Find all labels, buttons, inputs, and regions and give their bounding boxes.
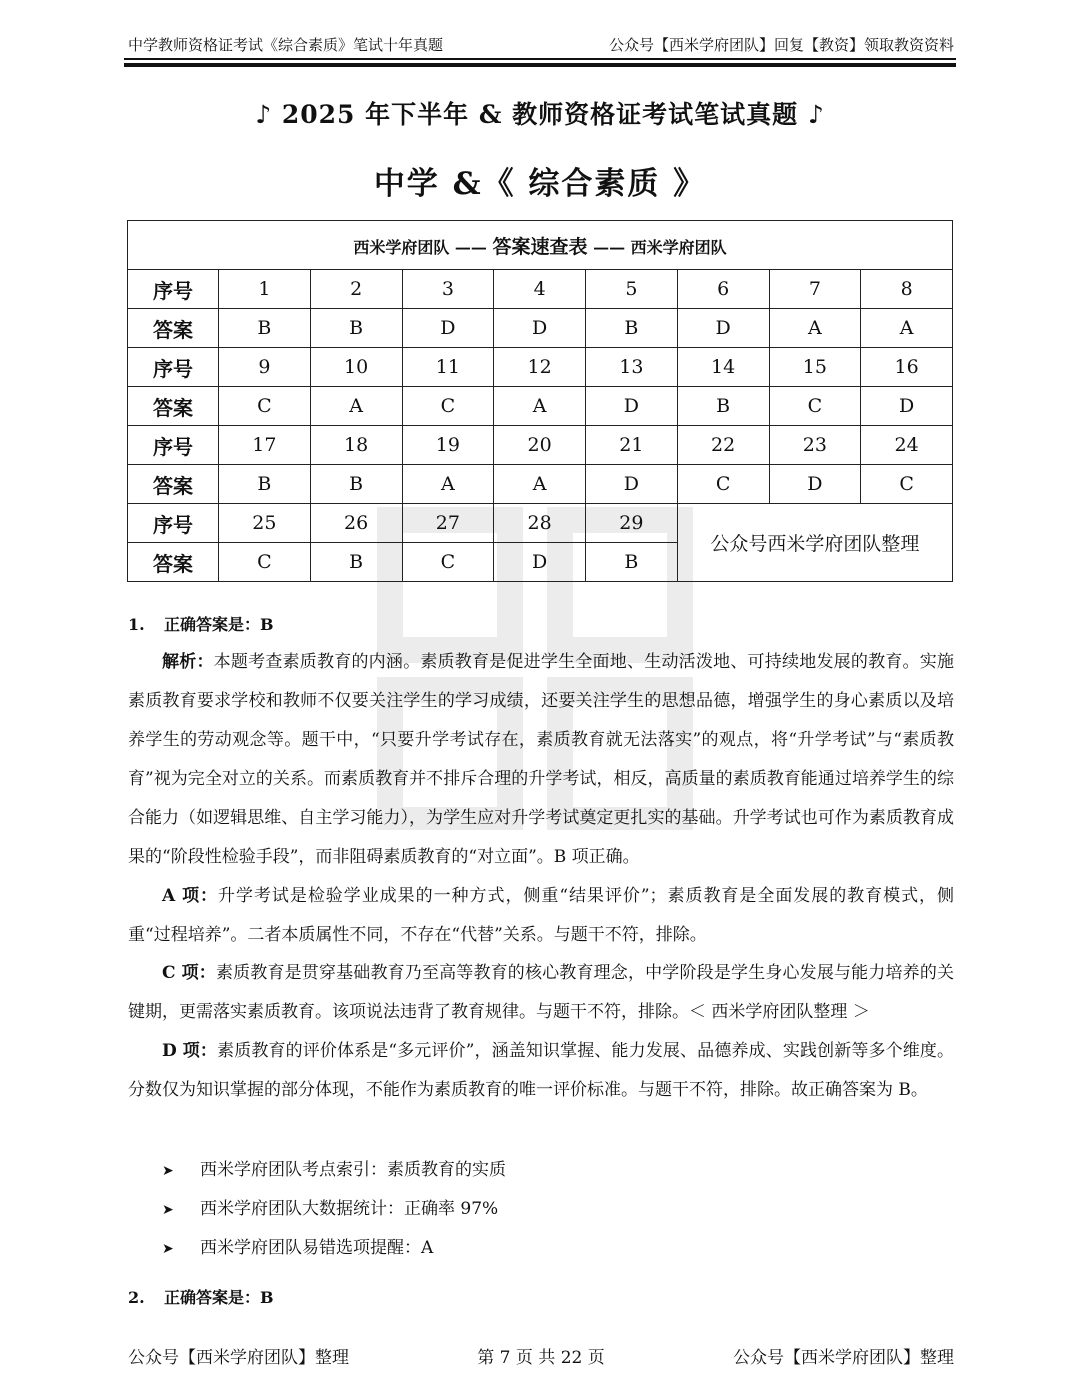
footer-right: 公众号【西米学府团队】整理 [733,1348,954,1368]
question-answer: 正确答案是：B [164,1288,274,1307]
header-left: 中学教师资格证考试《综合素质》笔试十年真题 [128,36,444,54]
cell: 6 [677,270,769,309]
cell: 15 [769,348,861,387]
table-row-answers [128,309,953,348]
caption-left: 西米学府团队 —— [353,237,487,257]
cell: 20 [494,426,586,465]
cell: A [769,309,861,348]
bullet-item [162,1155,506,1180]
cell: C [677,465,769,504]
row-label: 序号 [128,348,219,387]
question-number: 2. [128,1288,145,1307]
answer-table [127,220,953,582]
cell: 10 [310,348,402,387]
caption-right: —— 西米学府团队 [593,237,727,257]
cell: B [586,543,678,582]
option-d-label: D 项： [162,1041,218,1061]
option-d-text: 素质教育的评价体系是“多元评价”，涵盖知识掌握、能力发展、品德养成、实践创新等多个维度。分数仅为知识掌握的部分体现，不能作为素质教育的唯一评价标准。与题干不符，排除。故正确答案为 B。 [128,1041,954,1100]
cell: D [586,465,678,504]
row-label: 序号 [128,426,219,465]
table-row-numbers [128,504,953,543]
cell: D [586,387,678,426]
arrow-icon: ➤ [162,1202,174,1218]
cell: 23 [769,426,861,465]
cell: 21 [586,426,678,465]
cell: 26 [310,504,402,543]
cell: D [494,543,586,582]
footer-left: 公众号【西米学府团队】整理 [128,1348,349,1368]
header-right: 公众号【西米学府团队】回复【教资】领取教资资料 [608,36,954,54]
question-number: 1. [128,615,145,634]
arrow-icon: ➤ [162,1163,174,1179]
cell: 4 [494,270,586,309]
cell: A [494,465,586,504]
option-a-label: A 项： [162,886,219,906]
row-label: 序号 [128,270,219,309]
page-header [128,34,954,56]
cell: 7 [769,270,861,309]
row-label: 答案 [128,543,219,582]
row-label: 序号 [128,504,219,543]
bullet-item [162,1233,433,1258]
cell: B [677,387,769,426]
arrow-icon: ➤ [162,1241,174,1257]
cell: D [769,465,861,504]
row-label: 答案 [128,309,219,348]
header-rule-thin [124,58,956,60]
table-row-answers [128,387,953,426]
question-1-heading [128,612,274,635]
cell: A [861,309,953,348]
exam-title: ♪ 2025 年下半年 & 教师资格证考试笔试真题 ♪ [255,100,825,129]
cell: 19 [402,426,494,465]
option-c-paragraph [128,954,954,1032]
cell: C [219,543,311,582]
cell: B [310,543,402,582]
bullet-item [162,1194,498,1219]
cell: 8 [861,270,953,309]
cell: 3 [402,270,494,309]
bullet-text: 西米学府团队易错选项提醒：A [200,1238,434,1258]
option-a-text: 升学考试是检验学业成果的一种方式，侧重“结果评价”；素质教育是全面发展的教育模式，侧重“过程培养”。二者本质属性不同，不存在“代替”关系。与题干不符，排除。 [128,886,955,945]
bullet-text: 西米学府团队考点索引：素质教育的实质 [200,1160,506,1180]
cell: A [494,387,586,426]
cell: 16 [861,348,953,387]
cell: 28 [494,504,586,543]
cell: 29 [586,504,678,543]
cell: D [677,309,769,348]
page-number: 第 7 页 共 22 页 [477,1348,605,1368]
cell: D [861,387,953,426]
cell: A [310,387,402,426]
cell: 11 [402,348,494,387]
table-row-answers [128,465,953,504]
caption-main: 答案速查表 [492,235,588,258]
table-caption [128,221,953,270]
option-d-paragraph [128,1032,954,1110]
analysis-text: 本题考查素质教育的内涵。素质教育是促进学生全面地、生动活泼地、可持续地发展的教育。实施素质教育要求学校和教师不仅要关注学生的学习成绩，还要关注学生的思想品德，增强学生的身心素质以及培养学生的劳动观念等。题干中，“只要升学考试存在，素质教育就无法落实”的观点，将“升学考试”与“素质教育”视为完全对立的关系。而素质教育并不排斥合理的升学考试，相反，高质量的素质教育能通过培养学生的综合能力（如逻辑思维、自主学习能力），为学生应对升学考试奠定更扎实的基础。升学考试也可作为素质教育成果的“阶段性检验手段”，而非阻碍素质教育的“对立面”。B 项正确。 [128,652,955,867]
option-c-text: 素质教育是贯穿基础教育乃至高等教育的核心教育理念，中学阶段是学生身心发展与能力培养的关键期，更需落实素质教育。该项说法违背了教育规律。与题干不符，排除。＜ 西米学府团队整理 ＞ [128,963,954,1022]
analysis-label: 解析： [162,652,214,672]
table-note: 公众号西米学府团队整理 [677,504,952,582]
analysis-paragraph [128,643,954,877]
question-2-heading [128,1285,274,1308]
table-row-numbers [128,348,953,387]
option-a-paragraph [128,877,954,955]
cell: 12 [494,348,586,387]
row-label: 答案 [128,465,219,504]
cell: 27 [402,504,494,543]
cell: C [219,387,311,426]
cell: 18 [310,426,402,465]
cell: B [219,465,311,504]
cell: 5 [586,270,678,309]
subject-title: 中学 &《 综合素质 》 [373,166,707,202]
cell: 9 [219,348,311,387]
cell: 24 [861,426,953,465]
cell: D [494,309,586,348]
cell: 13 [586,348,678,387]
cell: C [769,387,861,426]
cell: 14 [677,348,769,387]
cell: 25 [219,504,311,543]
cell: B [310,465,402,504]
cell: B [310,309,402,348]
cell: B [219,309,311,348]
cell: 22 [677,426,769,465]
row-label: 答案 [128,387,219,426]
bullet-text: 西米学府团队大数据统计：正确率 97% [200,1199,499,1219]
cell: 1 [219,270,311,309]
cell: C [861,465,953,504]
table-row-numbers [128,426,953,465]
option-c-label: C 项： [162,963,216,983]
cell: C [402,387,494,426]
cell: C [402,543,494,582]
question-answer: 正确答案是：B [164,615,274,634]
cell: 2 [310,270,402,309]
cell: A [402,465,494,504]
cell: B [586,309,678,348]
table-row-numbers [128,270,953,309]
cell: D [402,309,494,348]
cell: 17 [219,426,311,465]
header-rule-thick [124,63,956,67]
